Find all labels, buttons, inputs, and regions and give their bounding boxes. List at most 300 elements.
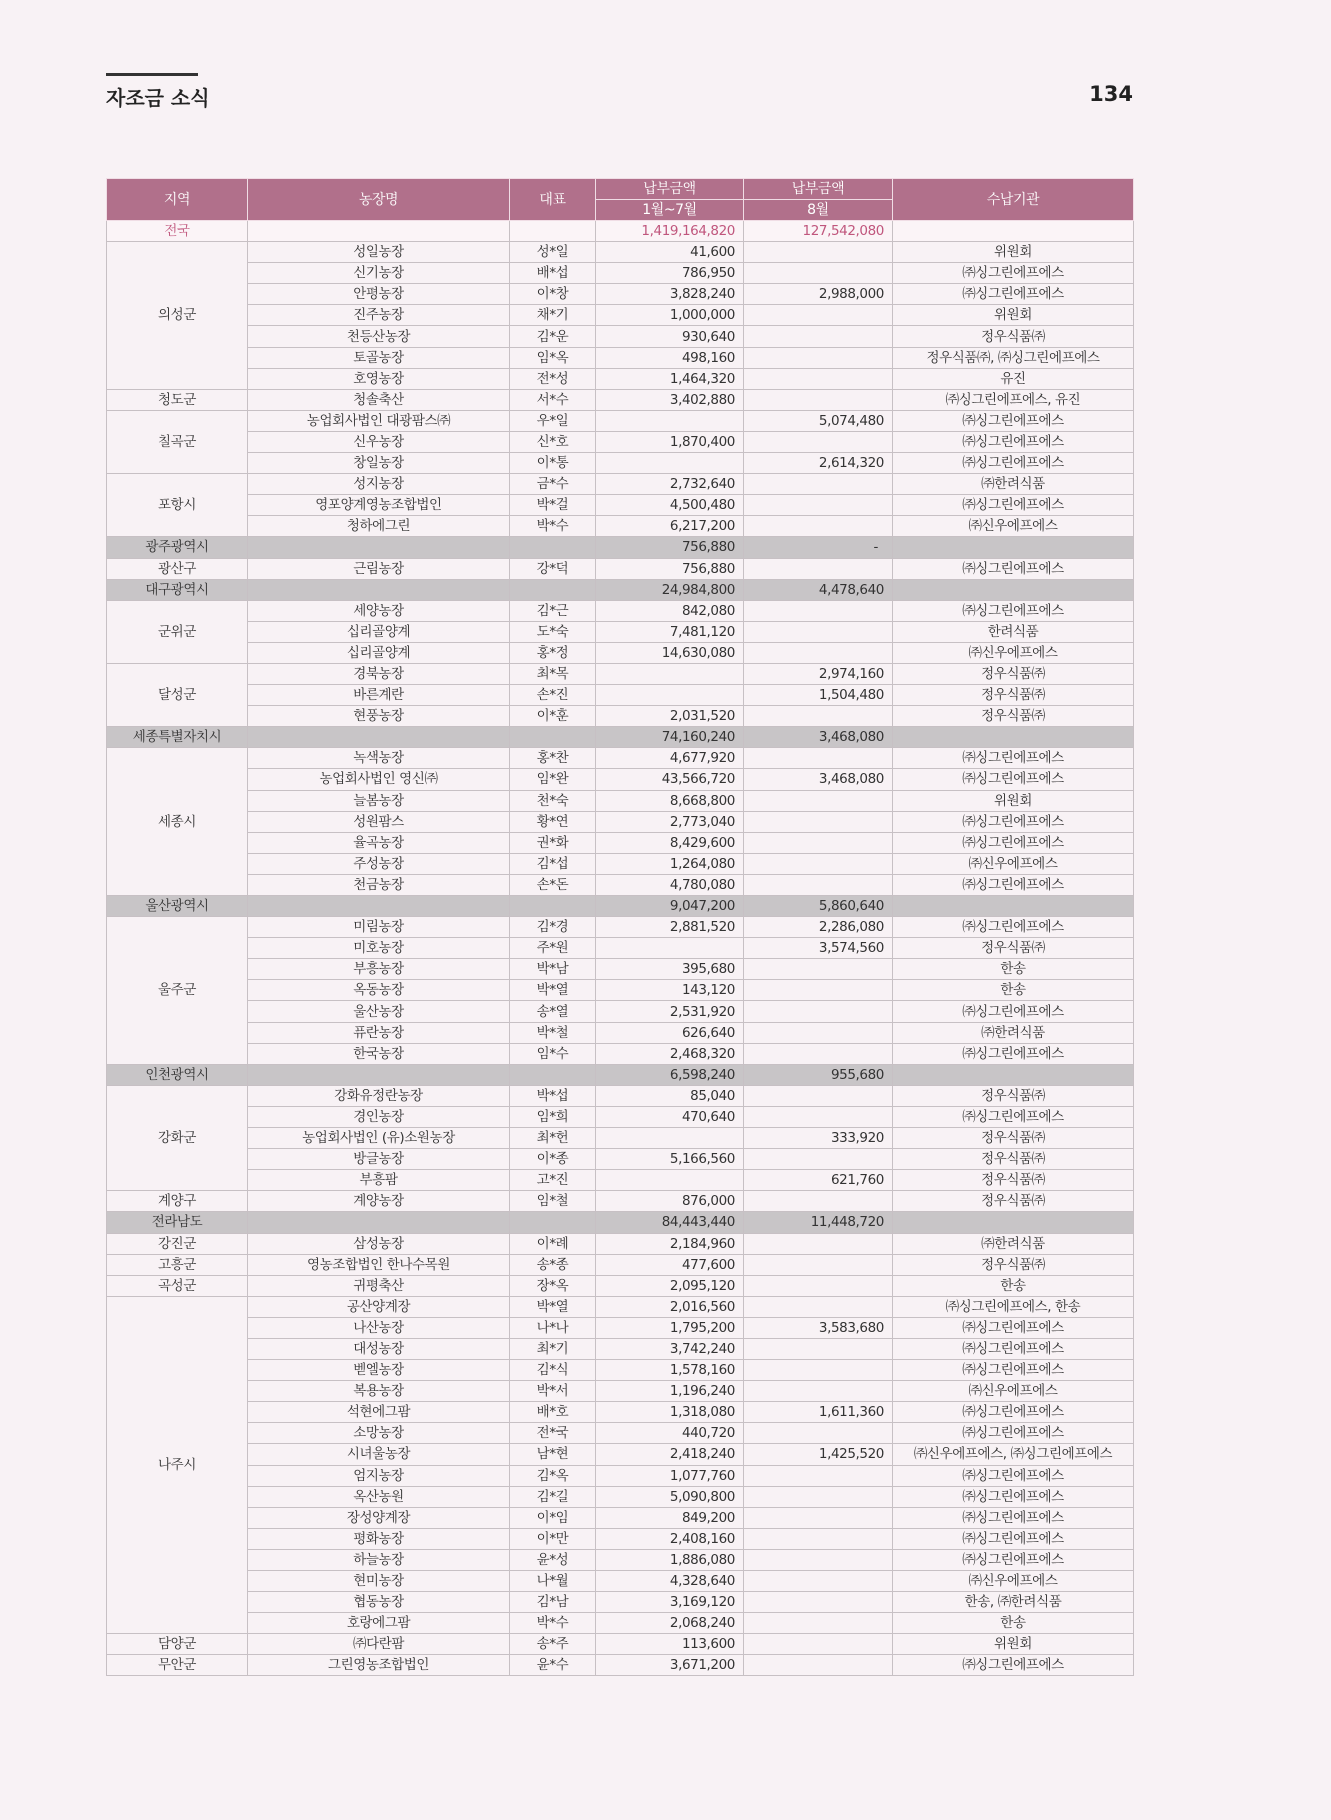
representative: 황*연 bbox=[510, 811, 596, 832]
table-row bbox=[107, 242, 1134, 263]
representative: 최*헌 bbox=[510, 1128, 596, 1149]
table-row bbox=[107, 790, 1134, 811]
cell-empty bbox=[248, 537, 510, 558]
collection-agency: ㈜싱그린에프에스 bbox=[893, 811, 1134, 832]
table-row bbox=[107, 1592, 1134, 1613]
farm-name: 바른계란 bbox=[248, 685, 510, 706]
amount-jan-jul bbox=[596, 1128, 744, 1149]
collection-agency: 정우식품㈜ bbox=[893, 1191, 1134, 1212]
representative: 박*남 bbox=[510, 959, 596, 980]
amount-jan-jul: 1,318,080 bbox=[596, 1402, 744, 1423]
collection-agency: ㈜한려식품 bbox=[893, 474, 1134, 495]
representative: 배*섭 bbox=[510, 263, 596, 284]
amount-aug bbox=[744, 1528, 893, 1549]
cell-empty bbox=[248, 1064, 510, 1085]
region-group-row bbox=[107, 896, 1134, 917]
representative: 김*근 bbox=[510, 600, 596, 621]
group-aug: 955,680 bbox=[744, 1064, 893, 1085]
collection-agency: ㈜신우에프에스 bbox=[893, 1381, 1134, 1402]
amount-jan-jul: 4,328,640 bbox=[596, 1571, 744, 1592]
amount-jan-jul: 2,031,520 bbox=[596, 706, 744, 727]
amount-aug bbox=[744, 305, 893, 326]
collection-agency: 정우식품㈜ bbox=[893, 1128, 1134, 1149]
district-name: 계양구 bbox=[107, 1191, 248, 1212]
table-row bbox=[107, 832, 1134, 853]
amount-jan-jul: 786,950 bbox=[596, 263, 744, 284]
collection-agency: 한송 bbox=[893, 1275, 1134, 1296]
amount-aug bbox=[744, 621, 893, 642]
farm-name: 안평농장 bbox=[248, 284, 510, 305]
group-aug: 11,448,720 bbox=[744, 1212, 893, 1233]
representative: 김*남 bbox=[510, 1592, 596, 1613]
amount-aug bbox=[744, 1085, 893, 1106]
representative: 강*덕 bbox=[510, 558, 596, 579]
representative: 최*기 bbox=[510, 1338, 596, 1359]
collection-agency: ㈜신우에프에스, ㈜싱그린에프에스 bbox=[893, 1444, 1134, 1465]
representative: 신*호 bbox=[510, 431, 596, 452]
representative: 윤*성 bbox=[510, 1549, 596, 1570]
farm-name: 벧엘농장 bbox=[248, 1360, 510, 1381]
amount-aug: 2,974,160 bbox=[744, 663, 893, 684]
farm-name: 청솔축산 bbox=[248, 389, 510, 410]
amount-jan-jul: 498,160 bbox=[596, 347, 744, 368]
representative: 박*철 bbox=[510, 1022, 596, 1043]
farm-name: 녹색농장 bbox=[248, 748, 510, 769]
representative: 서*수 bbox=[510, 389, 596, 410]
amount-aug: 5,074,480 bbox=[744, 410, 893, 431]
table-row bbox=[107, 1085, 1134, 1106]
cell-empty bbox=[510, 727, 596, 748]
amount-jan-jul: 2,531,920 bbox=[596, 1001, 744, 1022]
region-group-row bbox=[107, 1064, 1134, 1085]
header-payment-1: 납부금액 bbox=[596, 179, 744, 200]
amount-aug bbox=[744, 1360, 893, 1381]
amount-jan-jul: 2,418,240 bbox=[596, 1444, 744, 1465]
amount-aug bbox=[744, 980, 893, 1001]
section-title: 자조금 소식 bbox=[106, 86, 210, 110]
table-row bbox=[107, 1507, 1134, 1528]
collection-agency: ㈜한려식품 bbox=[893, 1022, 1134, 1043]
representative: 김*경 bbox=[510, 917, 596, 938]
table-row bbox=[107, 1254, 1134, 1275]
collection-agency: ㈜싱그린에프에스 bbox=[893, 1360, 1134, 1381]
amount-aug: 3,468,080 bbox=[744, 769, 893, 790]
amount-aug: 3,583,680 bbox=[744, 1317, 893, 1338]
amount-aug bbox=[744, 431, 893, 452]
collection-agency: ㈜싱그린에프에스 bbox=[893, 1507, 1134, 1528]
amount-aug bbox=[744, 1043, 893, 1064]
table-row bbox=[107, 600, 1134, 621]
table-row bbox=[107, 706, 1134, 727]
farm-name: 평화농장 bbox=[248, 1528, 510, 1549]
amount-jan-jul bbox=[596, 938, 744, 959]
group-label: 인천광역시 bbox=[107, 1064, 248, 1085]
collection-agency: 위원회 bbox=[893, 305, 1134, 326]
amount-aug bbox=[744, 1254, 893, 1275]
amount-aug: 1,425,520 bbox=[744, 1444, 893, 1465]
header-rule bbox=[106, 73, 198, 76]
amount-jan-jul: 1,578,160 bbox=[596, 1360, 744, 1381]
region-group-row bbox=[107, 1212, 1134, 1233]
table-row bbox=[107, 1655, 1134, 1676]
amount-jan-jul: 14,630,080 bbox=[596, 642, 744, 663]
amount-jan-jul: 1,077,760 bbox=[596, 1465, 744, 1486]
table-row bbox=[107, 853, 1134, 874]
collection-agency: ㈜싱그린에프에스 bbox=[893, 495, 1134, 516]
representative: 장*옥 bbox=[510, 1275, 596, 1296]
header-farm: 농장명 bbox=[248, 179, 510, 221]
district-name: 곡성군 bbox=[107, 1275, 248, 1296]
group-label: 울산광역시 bbox=[107, 896, 248, 917]
farm-name: 협동농장 bbox=[248, 1592, 510, 1613]
cell-empty bbox=[893, 579, 1134, 600]
amount-jan-jul: 1,870,400 bbox=[596, 431, 744, 452]
collection-agency: ㈜싱그린에프에스, 한송 bbox=[893, 1296, 1134, 1317]
amount-jan-jul: 2,773,040 bbox=[596, 811, 744, 832]
farm-name: 십리골양계 bbox=[248, 621, 510, 642]
district-name: 강화군 bbox=[107, 1085, 248, 1190]
table-row bbox=[107, 938, 1134, 959]
table-row bbox=[107, 1106, 1134, 1127]
collection-agency: 한려식품 bbox=[893, 621, 1134, 642]
amount-jan-jul: 842,080 bbox=[596, 600, 744, 621]
farm-name: 진주농장 bbox=[248, 305, 510, 326]
representative: 송*종 bbox=[510, 1254, 596, 1275]
representative: 우*일 bbox=[510, 410, 596, 431]
amount-jan-jul: 477,600 bbox=[596, 1254, 744, 1275]
farm-name: 영농조합법인 한나수목원 bbox=[248, 1254, 510, 1275]
collection-agency: ㈜싱그린에프에스 bbox=[893, 874, 1134, 895]
representative: 윤*수 bbox=[510, 1655, 596, 1676]
collection-agency: 위원회 bbox=[893, 790, 1134, 811]
amount-aug bbox=[744, 1571, 893, 1592]
collection-agency: ㈜싱그린에프에스 bbox=[893, 1423, 1134, 1444]
table-row bbox=[107, 1486, 1134, 1507]
amount-aug bbox=[744, 1296, 893, 1317]
representative: 전*성 bbox=[510, 368, 596, 389]
header-agency: 수납기관 bbox=[893, 179, 1134, 221]
cell-empty bbox=[893, 727, 1134, 748]
amount-jan-jul: 8,429,600 bbox=[596, 832, 744, 853]
district-name: 청도군 bbox=[107, 389, 248, 410]
district-name: 세종시 bbox=[107, 748, 248, 896]
representative: 성*일 bbox=[510, 242, 596, 263]
amount-aug: 2,286,080 bbox=[744, 917, 893, 938]
representative: 김*길 bbox=[510, 1486, 596, 1507]
amount-aug: 3,574,560 bbox=[744, 938, 893, 959]
amount-aug bbox=[744, 242, 893, 263]
amount-jan-jul: 2,016,560 bbox=[596, 1296, 744, 1317]
amount-aug: 1,611,360 bbox=[744, 1402, 893, 1423]
representative: 이*통 bbox=[510, 453, 596, 474]
amount-jan-jul: 3,742,240 bbox=[596, 1338, 744, 1359]
farm-name: 성원팜스 bbox=[248, 811, 510, 832]
collection-agency: 위원회 bbox=[893, 242, 1134, 263]
table-row bbox=[107, 474, 1134, 495]
page-number: 134 bbox=[1089, 82, 1133, 106]
amount-jan-jul: 1,196,240 bbox=[596, 1381, 744, 1402]
collection-agency: 유진 bbox=[893, 368, 1134, 389]
table-row bbox=[107, 516, 1134, 537]
representative: 채*기 bbox=[510, 305, 596, 326]
table-row bbox=[107, 874, 1134, 895]
amount-aug: 2,988,000 bbox=[744, 284, 893, 305]
region-group-row bbox=[107, 537, 1134, 558]
table-row bbox=[107, 769, 1134, 790]
amount-jan-jul: 4,677,920 bbox=[596, 748, 744, 769]
farm-name: 한국농장 bbox=[248, 1043, 510, 1064]
amount-jan-jul: 3,402,880 bbox=[596, 389, 744, 410]
collection-agency: 정우식품㈜ bbox=[893, 1254, 1134, 1275]
table-row bbox=[107, 1191, 1134, 1212]
amount-jan-jul: 440,720 bbox=[596, 1423, 744, 1444]
amount-jan-jul: 4,500,480 bbox=[596, 495, 744, 516]
table-row bbox=[107, 959, 1134, 980]
collection-agency: ㈜싱그린에프에스 bbox=[893, 769, 1134, 790]
farm-name: 그린영농조합법인 bbox=[248, 1655, 510, 1676]
collection-agency: ㈜싱그린에프에스 bbox=[893, 1338, 1134, 1359]
table-row bbox=[107, 1381, 1134, 1402]
representative: 고*진 bbox=[510, 1170, 596, 1191]
farm-name: 농업회사법인 (유)소원농장 bbox=[248, 1128, 510, 1149]
group-jan-jul: 9,047,200 bbox=[596, 896, 744, 917]
farm-name: 방글농장 bbox=[248, 1149, 510, 1170]
table-row bbox=[107, 1296, 1134, 1317]
table-row bbox=[107, 811, 1134, 832]
representative: 도*숙 bbox=[510, 621, 596, 642]
farm-name: 율곡농장 bbox=[248, 832, 510, 853]
farm-name: 공산양계장 bbox=[248, 1296, 510, 1317]
table-row bbox=[107, 326, 1134, 347]
representative: 임*희 bbox=[510, 1106, 596, 1127]
amount-jan-jul: 1,464,320 bbox=[596, 368, 744, 389]
table-row bbox=[107, 1360, 1134, 1381]
district-name: 의성군 bbox=[107, 242, 248, 390]
representative: 권*화 bbox=[510, 832, 596, 853]
collection-agency: 한송 bbox=[893, 980, 1134, 1001]
group-jan-jul: 84,443,440 bbox=[596, 1212, 744, 1233]
district-name: 군위군 bbox=[107, 600, 248, 663]
region-group-row bbox=[107, 727, 1134, 748]
table-row bbox=[107, 453, 1134, 474]
table-row bbox=[107, 1402, 1134, 1423]
farm-name: 신우농장 bbox=[248, 431, 510, 452]
collection-agency: 정우식품㈜ bbox=[893, 663, 1134, 684]
table-row bbox=[107, 1317, 1134, 1338]
farm-name: 영포양계영농조합법인 bbox=[248, 495, 510, 516]
farm-name: 십리골양계 bbox=[248, 642, 510, 663]
amount-aug bbox=[744, 748, 893, 769]
table-row bbox=[107, 1170, 1134, 1191]
header-region: 지역 bbox=[107, 179, 248, 221]
cell-empty bbox=[248, 579, 510, 600]
representative: 박*수 bbox=[510, 516, 596, 537]
amount-aug bbox=[744, 1381, 893, 1402]
representative: 최*목 bbox=[510, 663, 596, 684]
farm-name: 천등산농장 bbox=[248, 326, 510, 347]
amount-jan-jul: 7,481,120 bbox=[596, 621, 744, 642]
amount-jan-jul: 6,217,200 bbox=[596, 516, 744, 537]
representative: 임*옥 bbox=[510, 347, 596, 368]
collection-agency: ㈜싱그린에프에스 bbox=[893, 1465, 1134, 1486]
farm-name: 현미농장 bbox=[248, 1571, 510, 1592]
representative: 박*열 bbox=[510, 1296, 596, 1317]
farm-name: 옥산농원 bbox=[248, 1486, 510, 1507]
amount-aug bbox=[744, 706, 893, 727]
group-label: 전라남도 bbox=[107, 1212, 248, 1233]
farm-name: 퓨란농장 bbox=[248, 1022, 510, 1043]
collection-agency: ㈜싱그린에프에스 bbox=[893, 1486, 1134, 1507]
amount-aug bbox=[744, 1022, 893, 1043]
farm-name: 현풍농장 bbox=[248, 706, 510, 727]
farm-name: 하늘농장 bbox=[248, 1549, 510, 1570]
amount-jan-jul: 41,600 bbox=[596, 242, 744, 263]
group-jan-jul: 74,160,240 bbox=[596, 727, 744, 748]
representative: 이*임 bbox=[510, 1507, 596, 1528]
collection-agency: ㈜신우에프에스 bbox=[893, 516, 1134, 537]
amount-aug bbox=[744, 811, 893, 832]
representative: 임*완 bbox=[510, 769, 596, 790]
amount-jan-jul: 143,120 bbox=[596, 980, 744, 1001]
farm-name: 부흥팜 bbox=[248, 1170, 510, 1191]
farm-name: 호영농장 bbox=[248, 368, 510, 389]
cell-empty bbox=[248, 727, 510, 748]
collection-agency: ㈜싱그린에프에스 bbox=[893, 1655, 1134, 1676]
representative: 박*수 bbox=[510, 1613, 596, 1634]
representative: 나*월 bbox=[510, 1571, 596, 1592]
collection-agency: ㈜싱그린에프에스 bbox=[893, 1043, 1134, 1064]
amount-aug: 1,504,480 bbox=[744, 685, 893, 706]
table-row bbox=[107, 1022, 1134, 1043]
farm-name: 경북농장 bbox=[248, 663, 510, 684]
amount-jan-jul: 756,880 bbox=[596, 558, 744, 579]
farm-name: 강화유정란농장 bbox=[248, 1085, 510, 1106]
cell-empty bbox=[510, 579, 596, 600]
group-jan-jul: 6,598,240 bbox=[596, 1064, 744, 1085]
table-row bbox=[107, 1275, 1134, 1296]
farm-name: 주성농장 bbox=[248, 853, 510, 874]
farm-name: 농업회사법인 대광팜스㈜ bbox=[248, 410, 510, 431]
collection-agency: ㈜싱그린에프에스 bbox=[893, 1549, 1134, 1570]
representative: 김*옥 bbox=[510, 1465, 596, 1486]
amount-aug bbox=[744, 263, 893, 284]
amount-aug bbox=[744, 642, 893, 663]
amount-aug bbox=[744, 1634, 893, 1655]
amount-aug bbox=[744, 326, 893, 347]
amount-jan-jul bbox=[596, 410, 744, 431]
cell-empty bbox=[893, 537, 1134, 558]
table-row bbox=[107, 431, 1134, 452]
amount-aug bbox=[744, 389, 893, 410]
collection-agency: ㈜신우에프에스 bbox=[893, 853, 1134, 874]
district-name: 고흥군 bbox=[107, 1254, 248, 1275]
cell-empty bbox=[248, 221, 510, 242]
representative: 이*만 bbox=[510, 1528, 596, 1549]
cell-empty bbox=[893, 221, 1134, 242]
table-row bbox=[107, 1128, 1134, 1149]
amount-aug bbox=[744, 1001, 893, 1022]
farm-name: 부흥농장 bbox=[248, 959, 510, 980]
amount-aug bbox=[744, 347, 893, 368]
cell-empty bbox=[893, 896, 1134, 917]
collection-agency: ㈜신우에프에스 bbox=[893, 1571, 1134, 1592]
farm-name: ㈜다란팜 bbox=[248, 1634, 510, 1655]
representative: 이*종 bbox=[510, 1149, 596, 1170]
farm-name: 복용농장 bbox=[248, 1381, 510, 1402]
table-row bbox=[107, 1528, 1134, 1549]
representative: 박*열 bbox=[510, 980, 596, 1001]
representative: 김*섭 bbox=[510, 853, 596, 874]
district-name: 무안군 bbox=[107, 1655, 248, 1676]
cell-empty bbox=[248, 1212, 510, 1233]
district-name: 달성군 bbox=[107, 663, 248, 726]
collection-agency: 한송, ㈜한려식품 bbox=[893, 1592, 1134, 1613]
amount-jan-jul: 1,886,080 bbox=[596, 1549, 744, 1570]
representative: 손*돈 bbox=[510, 874, 596, 895]
collection-agency: 위원회 bbox=[893, 1634, 1134, 1655]
representative: 박*서 bbox=[510, 1381, 596, 1402]
collection-agency: ㈜싱그린에프에스 bbox=[893, 558, 1134, 579]
collection-agency: ㈜싱그린에프에스 bbox=[893, 453, 1134, 474]
representative: 임*철 bbox=[510, 1191, 596, 1212]
table-row bbox=[107, 1149, 1134, 1170]
table-row bbox=[107, 685, 1134, 706]
amount-jan-jul: 1,795,200 bbox=[596, 1317, 744, 1338]
amount-jan-jul: 3,828,240 bbox=[596, 284, 744, 305]
representative: 이*례 bbox=[510, 1233, 596, 1254]
collection-agency: 정우식품㈜ bbox=[893, 938, 1134, 959]
cell-empty bbox=[248, 896, 510, 917]
farm-name: 시녀울농장 bbox=[248, 1444, 510, 1465]
farm-name: 울산농장 bbox=[248, 1001, 510, 1022]
table-row bbox=[107, 389, 1134, 410]
header-payment-2: 납부금액 bbox=[744, 179, 893, 200]
farm-name: 호랑에그팜 bbox=[248, 1613, 510, 1634]
table-row bbox=[107, 980, 1134, 1001]
header-rep: 대표 bbox=[510, 179, 596, 221]
table-row bbox=[107, 305, 1134, 326]
amount-aug bbox=[744, 1655, 893, 1676]
farm-name: 석현에그팜 bbox=[248, 1402, 510, 1423]
district-name: 포항시 bbox=[107, 474, 248, 537]
amount-aug bbox=[744, 495, 893, 516]
table-row bbox=[107, 1444, 1134, 1465]
amount-aug: 621,760 bbox=[744, 1170, 893, 1191]
group-aug: 4,478,640 bbox=[744, 579, 893, 600]
amount-jan-jul: 3,671,200 bbox=[596, 1655, 744, 1676]
amount-jan-jul: 5,166,560 bbox=[596, 1149, 744, 1170]
table-row bbox=[107, 495, 1134, 516]
amount-aug bbox=[744, 1592, 893, 1613]
table-row bbox=[107, 1613, 1134, 1634]
amount-aug bbox=[744, 1275, 893, 1296]
farm-name: 늘봄농장 bbox=[248, 790, 510, 811]
district-name: 칠곡군 bbox=[107, 410, 248, 473]
representative: 전*국 bbox=[510, 1423, 596, 1444]
district-name: 나주시 bbox=[107, 1296, 248, 1634]
amount-jan-jul: 8,668,800 bbox=[596, 790, 744, 811]
collection-agency: ㈜한려식품 bbox=[893, 1233, 1134, 1254]
table-row bbox=[107, 1634, 1134, 1655]
group-aug: 5,860,640 bbox=[744, 896, 893, 917]
farm-name: 토골농장 bbox=[248, 347, 510, 368]
amount-jan-jul: 1,000,000 bbox=[596, 305, 744, 326]
cell-empty bbox=[893, 1212, 1134, 1233]
cell-empty bbox=[510, 537, 596, 558]
representative: 김*식 bbox=[510, 1360, 596, 1381]
amount-aug bbox=[744, 1486, 893, 1507]
collection-agency: ㈜싱그린에프에스 bbox=[893, 600, 1134, 621]
